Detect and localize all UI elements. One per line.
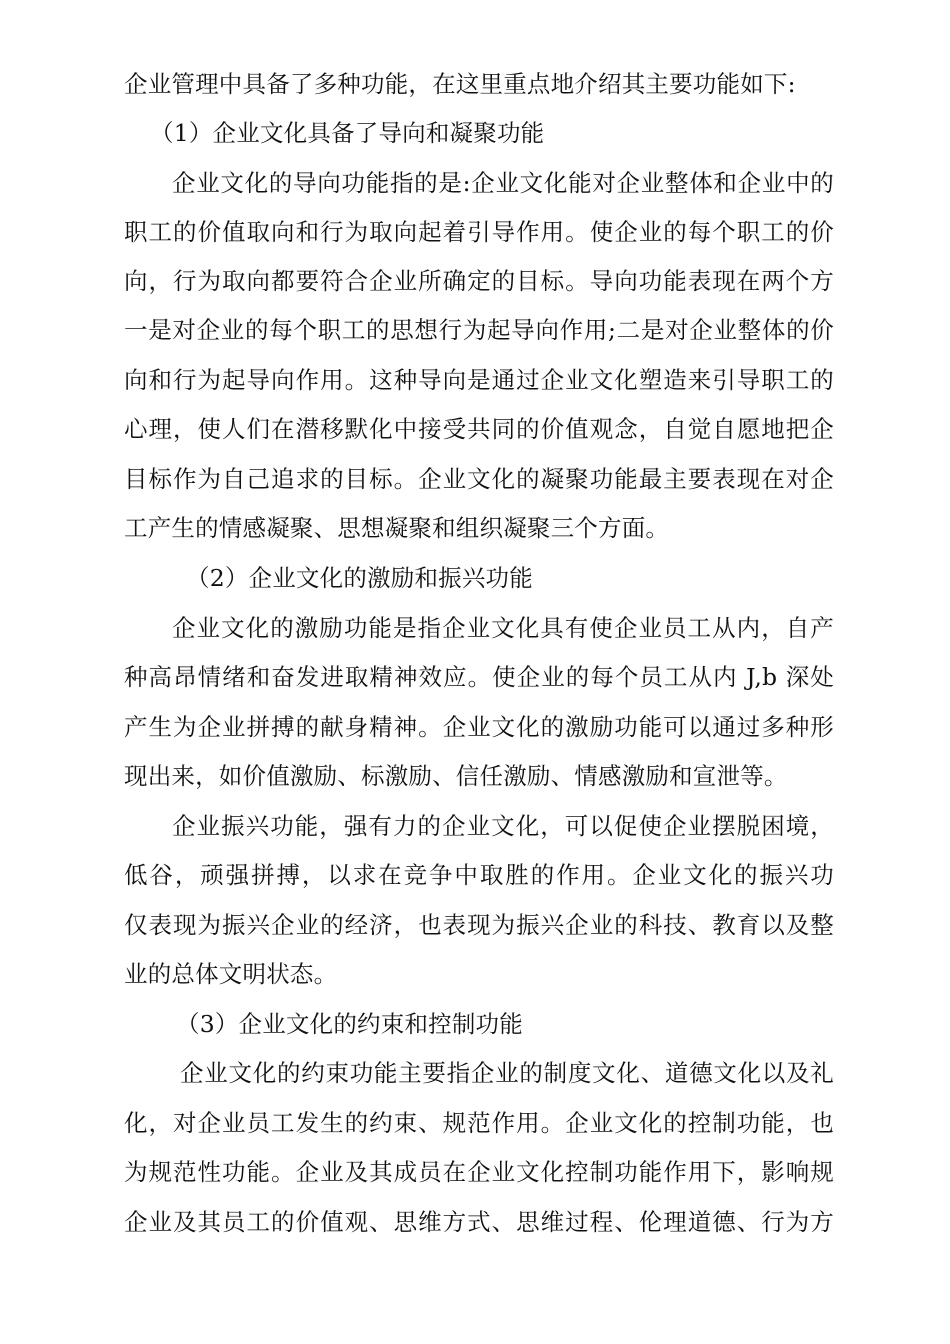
paragraph-line: 向，行为取向都要符合企业所确定的目标。导向功能表现在两个方 (124, 267, 834, 295)
paragraph-line: 现出来，如价值激励、标激励、信任激励、情感激励和宣泄等。 (124, 762, 788, 790)
paragraph-line: 心理，使人们在潜移默化中接受共同的价值观念，自觉自愿地把企 (124, 415, 834, 443)
section-heading-2: （2）企业文化的激励和振兴功能 (186, 564, 533, 592)
paragraph-line: 化，对企业员工发生的约束、规范作用。企业文化的控制功能，也 (124, 1109, 834, 1137)
paragraph-line: 职工的价值取向和行为取向起着引导作用。使企业的每个职工的价 (124, 218, 834, 246)
section-heading-3: （3）企业文化的约束和控制功能 (176, 1010, 523, 1038)
paragraph-line: 企业振兴功能，强有力的企业文化，可以促使企业摆脱困境， (172, 812, 834, 840)
paragraph-line: 企业及其员工的价值观、思维方式、思维过程、伦理道德、行为方 (124, 1208, 834, 1236)
paragraph-line: 产生为企业拼搏的献身精神。企业文化的激励功能可以通过多种形 (124, 713, 834, 741)
paragraph-line: 企业文化的激励功能是指企业文化具有使企业员工从内，自产 (172, 614, 834, 642)
paragraph-continuation-line: 企业管理中具备了多种功能，在这里重点地介绍其主要功能如下: (124, 70, 796, 98)
paragraph-line: 为规范性功能。企业及其成员在企业文化控制功能作用下，影响规 (124, 1158, 834, 1186)
paragraph-line: 目标作为自己追求的目标。企业文化的凝聚功能最主要表现在对企 (124, 465, 834, 493)
paragraph-line: 低谷，顽强拼搏，以求在竞争中取胜的作用。企业文化的振兴功 (124, 861, 834, 889)
paragraph-line: 一是对企业的每个职工的思想行为起导向作用;二是对企业整体的价 (124, 316, 834, 344)
paragraph-line: 工产生的情感凝聚、思想凝聚和组织凝聚三个方面。 (124, 514, 670, 542)
paragraph-line: 业的总体文明状态。 (124, 960, 338, 988)
paragraph-line: 企业文化的约束功能主要指企业的制度文化、道德文化以及礼 (180, 1059, 834, 1087)
paragraph-line: 仅表现为振兴企业的经济，也表现为振兴企业的科技、教育以及整 (124, 911, 834, 939)
paragraph-line: 企业文化的导向功能指的是:企业文化能对企业整体和企业中的 (172, 169, 834, 197)
paragraph-line: 向和行为起导向作用。这种导向是通过企业文化塑造来引导职工的 (124, 366, 834, 394)
section-heading-1: （1）企业文化具备了导向和凝聚功能 (150, 119, 545, 147)
paragraph-line: 种高昂情绪和奋发进取精神效应。使企业的每个员工从内 J,b 深处 (124, 663, 834, 691)
